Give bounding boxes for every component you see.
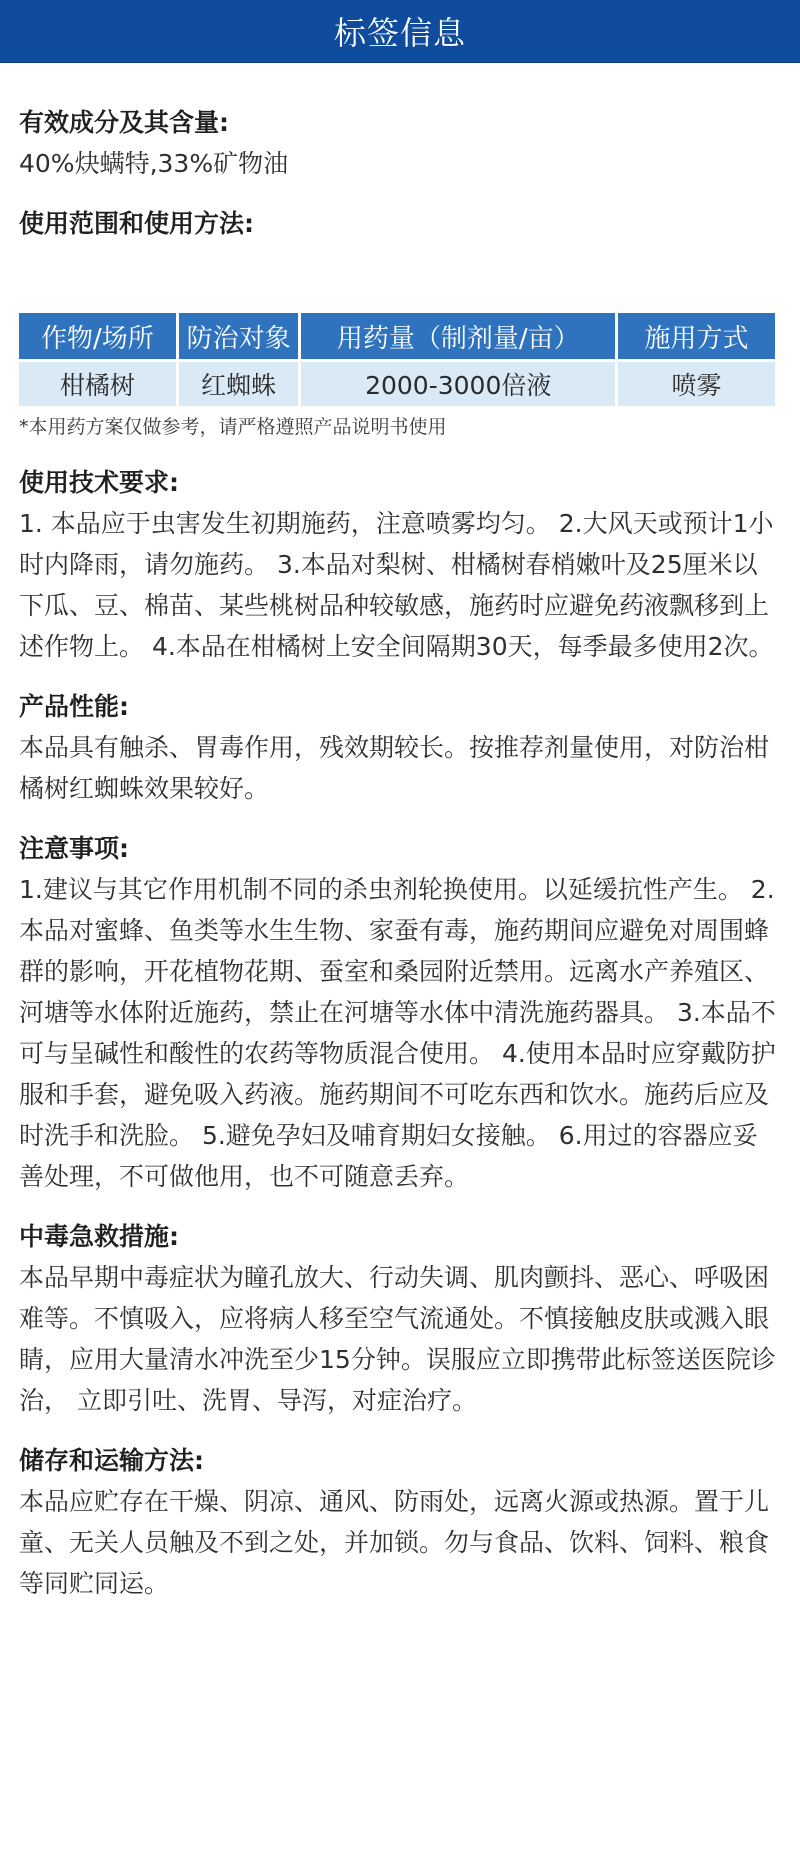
- ingredients-text: 40%炔螨特,33%矿物油: [19, 149, 289, 178]
- dosage-cell-crop: 柑橘树: [19, 362, 176, 406]
- page-header: [0, 0, 800, 63]
- first-aid-title: 中毒急救措施:: [19, 1222, 179, 1251]
- usage-section: [19, 204, 781, 463]
- dosage-header-crop: 作物/场所: [19, 313, 176, 359]
- precautions-section: [19, 829, 781, 1197]
- storage-section: [19, 1441, 781, 1604]
- dosage-table-wrapper: [19, 310, 781, 409]
- technical-title: 使用技术要求:: [19, 468, 179, 497]
- ingredients-title: 有效成分及其含量:: [19, 108, 229, 137]
- technical-section: [19, 463, 781, 667]
- performance-title: 产品性能:: [19, 692, 129, 721]
- table-row: [19, 362, 775, 406]
- storage-text: 本品应贮存在干燥、阴凉、通风、防雨处，远离火源或热源。置于儿童、无关人员触及不到之处，并加锁。勿与食品、饮料、饲料、粮食等同贮同运。: [19, 1487, 770, 1598]
- first-aid-section: [19, 1217, 781, 1421]
- precautions-text: 1.建议与其它作用机制不同的杀虫剂轮换使用。以延缓抗性产生。 2.本品对蜜蜂、鱼类等水生生物、家蚕有毒，施药期间应避免对周围蜂群的影响，开花植物花期、蚕室和桑园附近禁用。远离水产养殖区、河塘等水体附近施药，禁止在河塘等水体中清洗施药器具。 3.本品不可与呈碱性和酸性的农药等物质混合使用。 4.使用本品时应穿戴防护服和手套，避免吸入药液。施药期间不可吃东西和饮水。施药后应及时洗手和洗脸。 5.避免孕妇及哺育期妇女接触。 6.用过的容器应妥善处理，不可做他用，也不可随意丢弃。: [19, 875, 776, 1191]
- technical-text: 1. 本品应于虫害发生初期施药，注意喷雾均匀。 2.大风天或预计1小时内降雨，请勿施药。 3.本品对梨树、柑橘树春梢嫩叶及25厘米以下瓜、豆、棉苗、某些桃树品种较敏感，施药时应避免药液飘移到上述作物上。 4.本品在柑橘树上安全间隔期30天，每季最多使用2次。: [19, 509, 774, 661]
- performance-text: 本品具有触杀、胃毒作用，残效期较长。按推荐剂量使用，对防治柑橘树红蜘蛛效果较好。: [19, 733, 770, 803]
- usage-title: 使用范围和使用方法:: [19, 209, 254, 238]
- page-title: 标签信息: [333, 14, 466, 52]
- dosage-cell-dosage: 2000-3000倍液: [301, 362, 615, 406]
- ingredients-section: [19, 103, 781, 184]
- performance-section: [19, 687, 781, 809]
- dosage-header-dosage: 用药量（制剂量/亩）: [301, 313, 615, 359]
- first-aid-text: 本品早期中毒症状为瞳孔放大、行动失调、肌肉颤抖、恶心、呼吸困难等。不慎吸入，应将病人移至空气流通处。不慎接触皮肤或溅入眼睛，应用大量清水冲洗至少15分钟。误服应立即携带此标签送医院诊治， 立即引吐、洗胃、导泻，对症治疗。: [19, 1263, 776, 1415]
- label-content: [0, 63, 800, 1604]
- dosage-cell-method: 喷雾: [618, 362, 775, 406]
- dosage-header-target: 防治对象: [179, 313, 299, 359]
- precautions-title: 注意事项:: [19, 834, 129, 863]
- dosage-note: *本用药方案仅做参考，请严格遵照产品说明书使用: [19, 416, 447, 438]
- dosage-cell-target: 红蜘蛛: [179, 362, 299, 406]
- dosage-table: [16, 310, 778, 409]
- storage-title: 储存和运输方法:: [19, 1446, 204, 1475]
- dosage-header-method: 施用方式: [618, 313, 775, 359]
- dosage-table-header-row: [19, 313, 775, 359]
